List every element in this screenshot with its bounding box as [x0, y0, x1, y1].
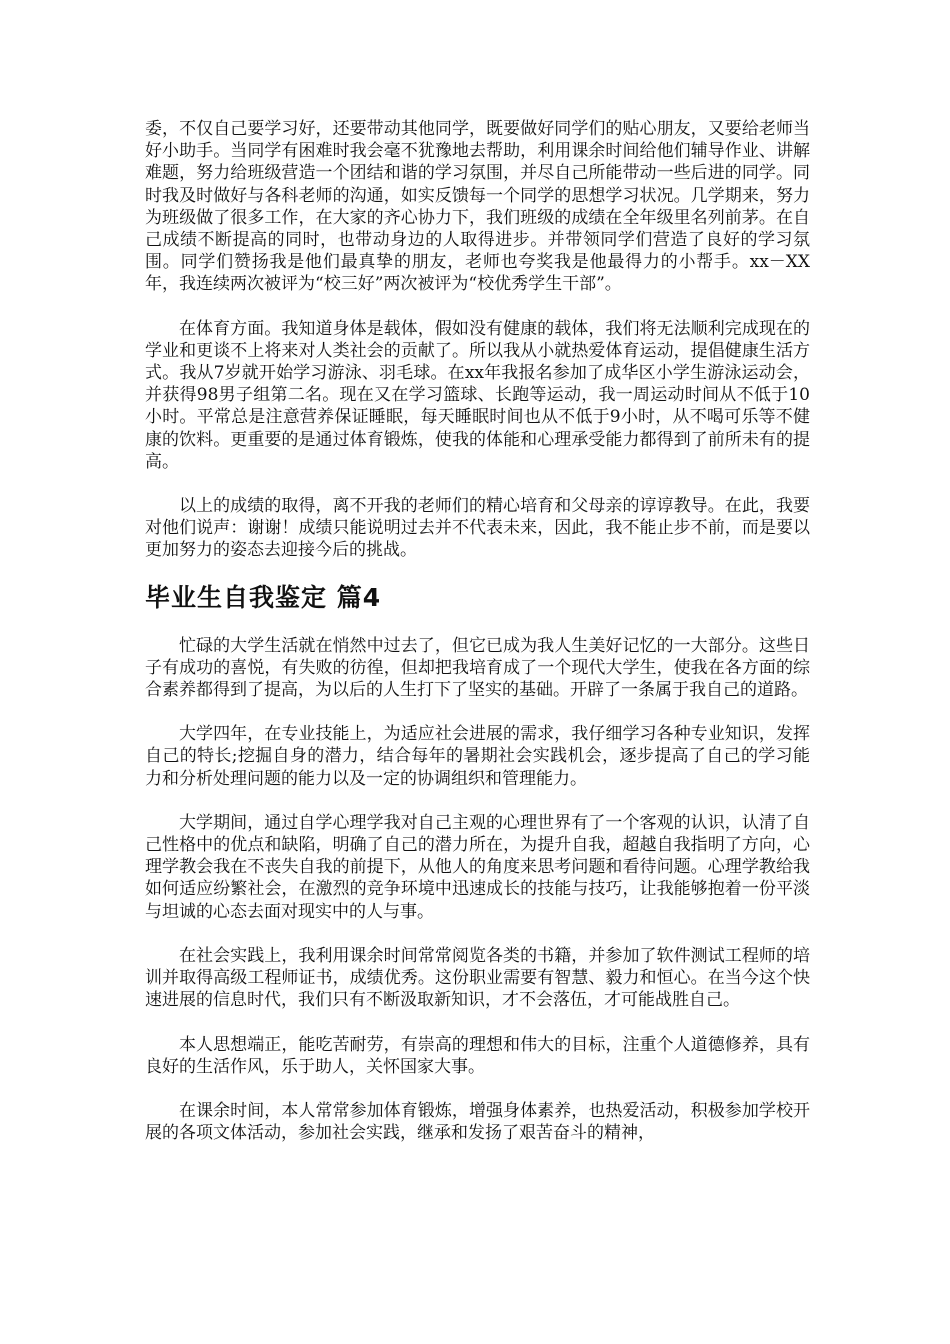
paragraph-class-committee: 委，不仅自己要学习好，还要带动其他同学，既要做好同学们的贴心朋友，又要给老师当好小助手。当同学有困难时我会毫不犹豫地去帮助，利用课余时间给他们辅导作业、讲解难题，努力给班级营造一个团结和谐的学习氛围，并尽自己所能带动一些后进的同学。同时我及时做好与各科老师的沟通，如实反馈每一个同学的思想学习状况。几学期来，努力为班级做了很多工作，在大家的齐心协力下，我们班级的成绩在全年级里名列前茅。在自己成绩不断提高的同时，也带动身边的人取得进步。并带领同学们营造了良好的学习氛围。同学们赞扬我是他们最真挚的朋友，老师也夸奖我是他最得力的小帮手。xx－XX年，我连续两次被评为“校三好”两次被评为“校优秀学生干部”。 — [145, 119, 810, 295]
paragraph-gap — [145, 701, 810, 723]
paragraph-extracurricular: 在课余时间，本人常常参加体育锻炼，增强身体素养，也热爱活动，积极参加学校开展的各项文体活动，参加社会实践，继承和发扬了艰苦奋斗的精神， — [145, 1100, 810, 1144]
paragraph-gap — [145, 790, 810, 812]
paragraph-gap — [145, 923, 810, 945]
paragraph-gap — [145, 1012, 810, 1034]
paragraph-professional-skills: 大学四年，在专业技能上，为适应社会进展的需求，我仔细学习各种专业知识，发挥自己的特长;挖掘自身的潜力，结合每年的暑期社会实践机会，逐步提高了自己的学习能力和分析处理问题的能力以及一定的协调组织和管理能力。 — [145, 724, 810, 789]
paragraph-gap — [145, 473, 810, 495]
paragraph-gratitude: 以上的成绩的取得，离不开我的老师们的精心培育和父母亲的谆谆教导。在此，我要对他们说声：谢谢！成绩只能说明过去并不代表未来，因此，我不能止步不前，而是要以更加努力的姿态去迎接今后的挑战。 — [145, 496, 810, 561]
paragraph-university-life: 忙碌的大学生活就在悄然中过去了，但它已成为我人生美好记忆的一大部分。这些日子有成功的喜悦，有失败的彷徨，但却把我培育成了一个现代大学生，使我在各方面的综合素养都得到了提高，为以后的人生打下了坚实的基础。开辟了一条属于我自己的道路。 — [145, 635, 810, 701]
paragraph-social-practice: 在社会实践上，我利用课余时间常常阅览各类的书籍，并参加了软件测试工程师的培训并取得高级工程师证书，成绩优秀。这份职业需要有智慧、毅力和恒心。在当今这个快速进展的信息时代，我们只有不断汲取新知识，才不会落伍，才可能战胜自己。 — [145, 945, 810, 1011]
paragraph-psychology: 大学期间，通过自学心理学我对自己主观的心理世界有了一个客观的认识，认清了自己性格中的优点和缺陷，明确了自己的潜力所在，为提升自我，超越自我指明了方向，心理学教会我在不丧失自我的前提下，从他人的角度来思考问题和看待问题。心理学教给我如何适应纷繁社会，在激烈的竞争环境中迅速成长的技能与技巧，让我能够抱着一份平淡与坦诚的心态去面对现实中的人与事。 — [145, 812, 810, 922]
document-page — [145, 118, 810, 1144]
paragraph-gap — [145, 1078, 810, 1100]
paragraph-gap — [145, 296, 810, 318]
section-heading: 毕业生自我鉴定 篇4 — [145, 582, 382, 612]
paragraph-sports: 在体育方面。我知道身体是载体，假如没有健康的载体，我们将无法顺利完成现在的学业和更谈不上将来对人类社会的贡献了。所以我从小就热爱体育运动，提倡健康生活方式。我从7岁就开始学习游泳、羽毛球。在xx年我报名参加了成华区小学生游泳运动会，并获得98男子组第二名。现在又在学习篮球、长跑等运动，我一周运动时间从不低于10小时。平常总是注意营养保证睡眠，每天睡眠时间也从不低于9小时，从不喝可乐等不健康的饮料。更重要的是通过体育锻炼，使我的体能和心理承受能力都得到了前所未有的提高。 — [145, 318, 810, 472]
paragraph-character: 本人思想端正，能吃苦耐劳，有崇高的理想和伟大的目标，注重个人道德修养，具有良好的生活作风，乐于助人，关怀国家大事。 — [145, 1034, 810, 1077]
